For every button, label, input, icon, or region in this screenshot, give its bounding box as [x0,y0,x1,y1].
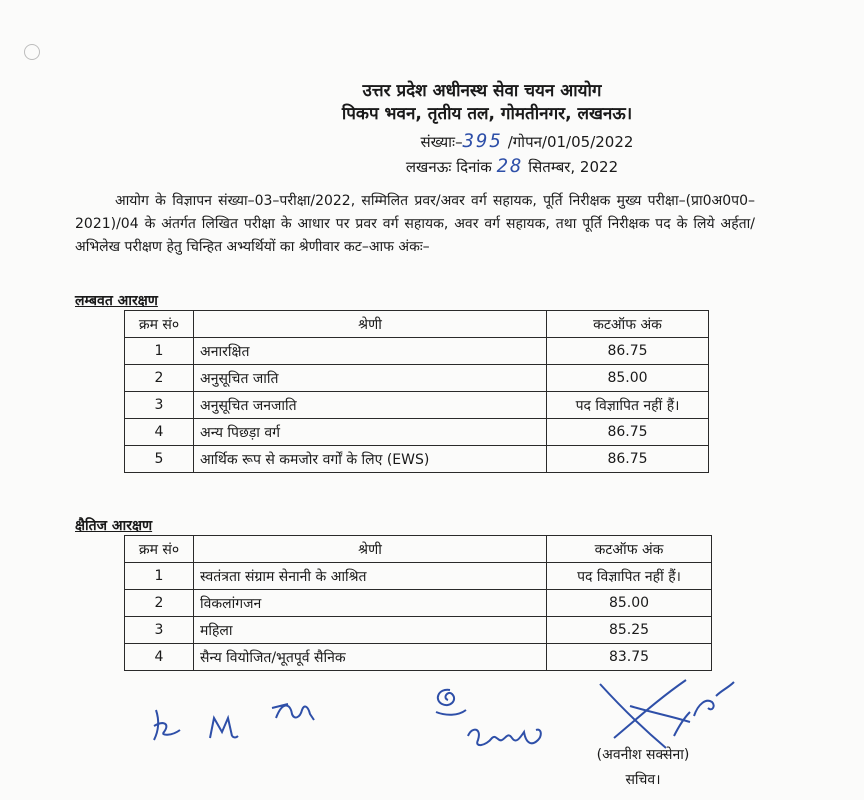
row-category: स्वतंत्रता संग्राम सेनानी के आश्रित [194,563,547,590]
row-serial: 5 [125,446,194,473]
row-cutoff: पद विज्ञापित नहीं हैं। [547,563,712,590]
ref-number-handwritten: 395 [462,130,503,152]
signatory-name: (अवनीश सक्सेना) [596,747,690,763]
row-serial: 4 [125,644,194,671]
horizontal-reservation-title: क्षैतिज आरक्षण [75,518,153,534]
row-category: आर्थिक रूप से कमजोर वर्गों के लिए (EWS) [194,446,547,473]
row-serial: 1 [125,563,194,590]
member-signature-3 [268,696,316,726]
org-name: उत्तर प्रदेश अधीनस्थ सेवा चयन आयोग [362,81,602,101]
date-suffix: सितम्बर, 2022 [528,158,619,176]
row-category: अनारक्षित [194,338,547,365]
table-row [125,392,709,419]
row-cutoff: पद विज्ञापित नहीं हैं। [547,392,709,419]
date-day-handwritten: 28 [496,155,524,177]
row-cutoff: 86.75 [547,419,709,446]
member-signature-4 [428,682,470,722]
row-category: अन्य पिछड़ा वर्ग [194,419,547,446]
vertical-reservation-title: लम्बवत आरक्षण [75,293,158,309]
vertical-reservation-table [124,310,709,473]
row-serial: 2 [125,365,194,392]
secretary-signature [590,676,740,752]
table-row [125,419,709,446]
row-serial: 4 [125,419,194,446]
row-category: अनुसूचित जाति [194,365,547,392]
row-category: अनुसूचित जनजाति [194,392,547,419]
row-category: सैन्य वियोजित/भूतपूर्व सैनिक [194,644,547,671]
table-row [125,365,709,392]
member-signature-2 [206,712,240,742]
row-category: विकलांगजन [194,590,547,617]
signatory-designation: सचिव। [625,772,661,788]
row-serial: 2 [125,590,194,617]
row-cutoff: 86.75 [547,338,709,365]
table-row [125,644,712,671]
ref-prefix: संख्याः– [420,133,463,151]
row-cutoff: 85.25 [547,617,712,644]
date-prefix: लखनऊः दिनांक [405,158,492,176]
table-row [125,338,709,365]
table-row [125,563,712,590]
header-cutoff: कटऑफ अंक [547,311,709,338]
table-row [125,617,712,644]
letter-date [80,155,864,177]
table-header-row [125,536,712,563]
member-signature-1 [150,702,186,744]
header-category: श्रेणी [194,311,547,338]
body-paragraph: आयोग के विज्ञापन संख्या–03–परीक्षा/2022, सम्मिलित प्रवर/अवर वर्ग सहायक, पूर्ति निरीक्षक मुख्य परीक्षा–(प्रा0अ0प0–2021)/04 के अंतर्गत लिखित परीक्षा के आधार पर प्रवर वर्ग सहायक, अवर वर्ग सहायक, तथा पूर्ति निरीक्षक पद के लिये अर्हता/अभिलेख परीक्षण हेतु चिन्हित अभ्यर्थियों का श्रेणीवार कट–आफ अंकः– [75,193,755,255]
row-cutoff: 85.00 [547,365,709,392]
row-cutoff: 86.75 [547,446,709,473]
punch-hole-mark [24,44,40,60]
member-signature-5 [462,718,546,754]
row-serial: 1 [125,338,194,365]
header-category: श्रेणी [194,536,547,563]
table-header-row [125,311,709,338]
org-address: पिकप भवन, तृतीय तल, गोमतीनगर, लखनऊ। [341,104,633,124]
row-cutoff: 85.00 [547,590,712,617]
row-serial: 3 [125,392,194,419]
horizontal-reservation-table [124,535,712,671]
row-cutoff: 83.75 [547,644,712,671]
ref-suffix: /गोपन/01/05/2022 [507,133,634,151]
table-row [125,446,709,473]
header-serial: क्रम सं० [125,311,194,338]
header-cutoff: कटऑफ अंक [547,536,712,563]
row-serial: 3 [125,617,194,644]
reference-number [95,130,864,152]
table-row [125,590,712,617]
header-serial: क्रम सं० [125,536,194,563]
row-category: महिला [194,617,547,644]
